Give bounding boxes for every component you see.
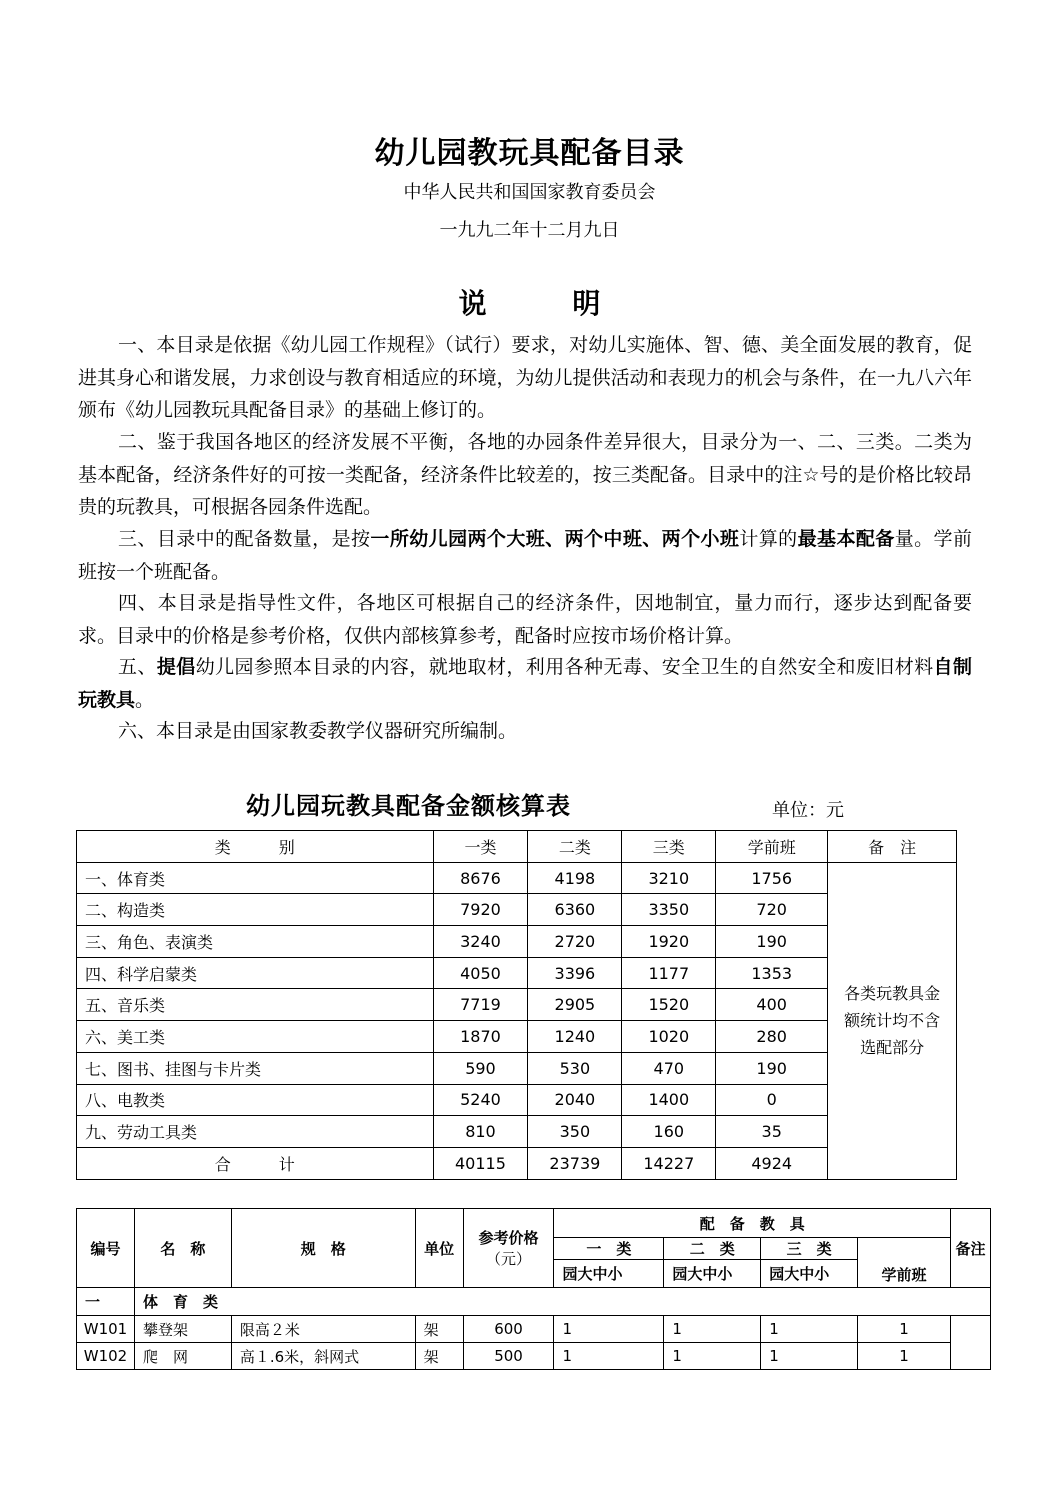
item-price: 600 — [463, 1316, 554, 1343]
item-class-3-qty: 1 — [761, 1316, 858, 1343]
class-3-total: 14227 — [622, 1147, 716, 1179]
preschool-amount: 400 — [716, 989, 828, 1021]
category-cell: 九、劳动工具类 — [77, 1116, 434, 1148]
paragraph-3-emphasis-b: 最基本配备 — [797, 528, 895, 550]
table-row — [77, 1116, 957, 1148]
item-class-1-qty: 1 — [554, 1316, 664, 1343]
preschool-amount: 190 — [716, 926, 828, 958]
class-2-amount: 6360 — [528, 894, 622, 926]
header-equipment: 配 备 教 具 — [554, 1209, 950, 1238]
section-heading: 说 明 — [458, 287, 639, 320]
item-price: 500 — [463, 1343, 554, 1370]
issue-date: 一九九二年十二月九日 — [439, 220, 620, 241]
paragraph-5-emphasis-a: 提倡 — [156, 656, 196, 678]
category-cell: 四、科学启蒙类 — [77, 957, 434, 989]
table-row — [77, 862, 957, 894]
budget-table-title: 幼儿园玩教具配备金额核算表 — [246, 792, 571, 820]
equipment-table — [76, 1208, 991, 1370]
class-2-amount: 3396 — [528, 957, 622, 989]
header-class-1: 一类 — [433, 831, 528, 863]
item-spec: 限高２米 — [231, 1316, 415, 1343]
class-1-amount: 1870 — [433, 1021, 528, 1053]
category-cell: 二、构造类 — [77, 894, 434, 926]
item-spec: 高１.6米，斜网式 — [231, 1343, 415, 1370]
category-cell: 五、音乐类 — [77, 989, 434, 1021]
class-1-amount: 590 — [433, 1052, 528, 1084]
class-1-amount: 4050 — [433, 957, 528, 989]
paragraph-4: 四、本目录是指导性文件，各地区可根据自己的经济条件，因地制宜，量力而行，逐步达到配备要求。目录中的价格是参考价格，仅供内部核算参考，配备时应按市场价格计算。 — [78, 592, 972, 647]
item-class-1-qty: 1 — [554, 1343, 664, 1370]
header-class-2: 二类 — [528, 831, 622, 863]
class-3-amount: 1520 — [622, 989, 716, 1021]
paragraph-2: 二、鉴于我国各地区的经济发展不平衡，各地的办园条件差异很大，目录分为一、二、三类。二类为基本配备，经济条件好的可按一类配备，经济条件比较差的，按三类配备。目录中的注☆号的是价格比较昂贵的玩教具，可根据各园条件选配。 — [78, 431, 972, 518]
item-number: W101 — [77, 1316, 135, 1343]
header-class-3: 三类 — [622, 831, 716, 863]
item-preschool-qty: 1 — [858, 1316, 951, 1343]
paragraph-5-text-b: 幼儿园参照本目录的内容，就地取材，利用各种无毒、安全卫生的自然安全和废旧材料 — [195, 656, 934, 678]
class-1-amount: 8676 — [433, 862, 528, 894]
header-preschool: 学前班 — [858, 1238, 951, 1288]
preschool-amount: 1756 — [716, 862, 828, 894]
paragraph-3-emphasis-a: 一所幼儿园两个大班、两个中班、两个小班 — [370, 528, 740, 550]
item-class-2-qty: 1 — [664, 1343, 761, 1370]
category-cell: 三、角色、表演类 — [77, 926, 434, 958]
header-note: 备 注 — [828, 831, 957, 863]
section-row — [77, 1288, 991, 1316]
class-1-amount: 7719 — [433, 989, 528, 1021]
total-label: 合 计 — [77, 1147, 434, 1179]
class-2-amount: 350 — [528, 1116, 622, 1148]
header-class-1: 一 类 — [554, 1238, 664, 1260]
table-row — [77, 1316, 991, 1343]
table-row — [77, 926, 957, 958]
document-title: 幼儿园教玩具配备目录 — [374, 136, 685, 171]
header-note: 备注 — [950, 1209, 990, 1288]
class-3-amount: 470 — [622, 1052, 716, 1084]
equipment-header-row-1 — [77, 1209, 991, 1238]
class-3-amount: 1020 — [622, 1021, 716, 1053]
table-header-row — [77, 831, 957, 863]
paragraph-5-text-a: 五、 — [118, 656, 157, 678]
category-cell: 六、美工类 — [77, 1021, 434, 1053]
issuer: 中华人民共和国国家教育委员会 — [403, 182, 656, 203]
table-row — [77, 894, 957, 926]
item-name: 爬 网 — [134, 1343, 231, 1370]
class-1-amount: 3240 — [433, 926, 528, 958]
header-price-unit: （元） — [486, 1250, 532, 1268]
class-3-amount: 3350 — [622, 894, 716, 926]
budget-table-unit: 单位：元 — [772, 800, 844, 821]
header-category: 类 别 — [77, 831, 434, 863]
table-row — [77, 1052, 957, 1084]
budget-table — [76, 830, 957, 1180]
header-class-1-sub: 园大中小 — [554, 1260, 664, 1288]
paragraph-5-emphasis-b: 自制玩教具 — [78, 656, 972, 711]
table-row — [77, 1084, 957, 1116]
paragraph-3-text-b: 计算的 — [739, 528, 798, 550]
class-1-amount: 7920 — [433, 894, 528, 926]
preschool-total: 4924 — [716, 1147, 828, 1179]
header-class-2: 二 类 — [664, 1238, 761, 1260]
preschool-amount: 35 — [716, 1116, 828, 1148]
class-2-amount: 1240 — [528, 1021, 622, 1053]
header-number: 编号 — [77, 1209, 135, 1288]
paragraph-3-text-c: 量。学前班按一个班配备。 — [78, 528, 972, 583]
item-name: 攀登架 — [134, 1316, 231, 1343]
class-1-amount: 810 — [433, 1116, 528, 1148]
item-preschool-qty: 1 — [858, 1343, 951, 1370]
header-class-2-sub: 园大中小 — [664, 1260, 761, 1288]
paragraph-5-text-c: 。 — [135, 688, 155, 711]
category-cell: 八、电教类 — [77, 1084, 434, 1116]
table-row — [77, 1021, 957, 1053]
class-1-amount: 5240 — [433, 1084, 528, 1116]
class-3-amount: 3210 — [622, 862, 716, 894]
item-note — [950, 1316, 990, 1370]
paragraph-6: 六、本目录是由国家教委教学仪器研究所编制。 — [118, 720, 518, 742]
header-spec: 规 格 — [231, 1209, 415, 1288]
preschool-amount: 1353 — [716, 957, 828, 989]
header-class-3: 三 类 — [761, 1238, 858, 1260]
class-2-amount: 530 — [528, 1052, 622, 1084]
header-unit: 单位 — [415, 1209, 463, 1288]
paragraph-3-text-a: 三、目录中的配备数量，是按 — [118, 528, 371, 550]
class-3-amount: 160 — [622, 1116, 716, 1148]
item-class-3-qty: 1 — [761, 1343, 858, 1370]
section-name: 体 育 类 — [134, 1288, 990, 1316]
table-row — [77, 957, 957, 989]
category-cell: 一、体育类 — [77, 862, 434, 894]
header-class-3-sub: 园大中小 — [761, 1260, 858, 1288]
preschool-amount: 280 — [716, 1021, 828, 1053]
paragraph-3 — [78, 523, 972, 588]
budget-note: 各类玩教具金额统计均不含选配部分 — [828, 862, 957, 1179]
class-2-amount: 2720 — [528, 926, 622, 958]
class-2-amount: 4198 — [528, 862, 622, 894]
class-2-total: 23739 — [528, 1147, 622, 1179]
paragraph-5 — [78, 651, 972, 716]
header-preschool: 学前班 — [716, 831, 828, 863]
preschool-amount: 720 — [716, 894, 828, 926]
header-price-label: 参考价格 — [478, 1229, 539, 1247]
item-unit: 架 — [415, 1343, 463, 1370]
category-cell: 七、图书、挂图与卡片类 — [77, 1052, 434, 1084]
class-2-amount: 2905 — [528, 989, 622, 1021]
preschool-amount: 190 — [716, 1052, 828, 1084]
table-total-row — [77, 1147, 957, 1179]
item-class-2-qty: 1 — [664, 1316, 761, 1343]
item-unit: 架 — [415, 1316, 463, 1343]
header-price — [463, 1209, 554, 1288]
class-3-amount: 1400 — [622, 1084, 716, 1116]
class-1-total: 40115 — [433, 1147, 528, 1179]
section-number: 一 — [77, 1288, 135, 1316]
class-3-amount: 1920 — [622, 926, 716, 958]
table-row — [77, 1343, 991, 1370]
class-2-amount: 2040 — [528, 1084, 622, 1116]
item-number: W102 — [77, 1343, 135, 1370]
paragraph-1: 一、本目录是依据《幼儿园工作规程》（试行）要求，对幼儿实施体、智、德、美全面发展的教育，促进其身心和谐发展，力求创设与教育相适应的环境，为幼儿提供活动和表现力的机会与条件，在一九八六年颁布《幼儿园教玩具配备目录》的基础上修订的。 — [78, 334, 972, 421]
preschool-amount: 0 — [716, 1084, 828, 1116]
table-row — [77, 989, 957, 1021]
header-name: 名 称 — [134, 1209, 231, 1288]
class-3-amount: 1177 — [622, 957, 716, 989]
